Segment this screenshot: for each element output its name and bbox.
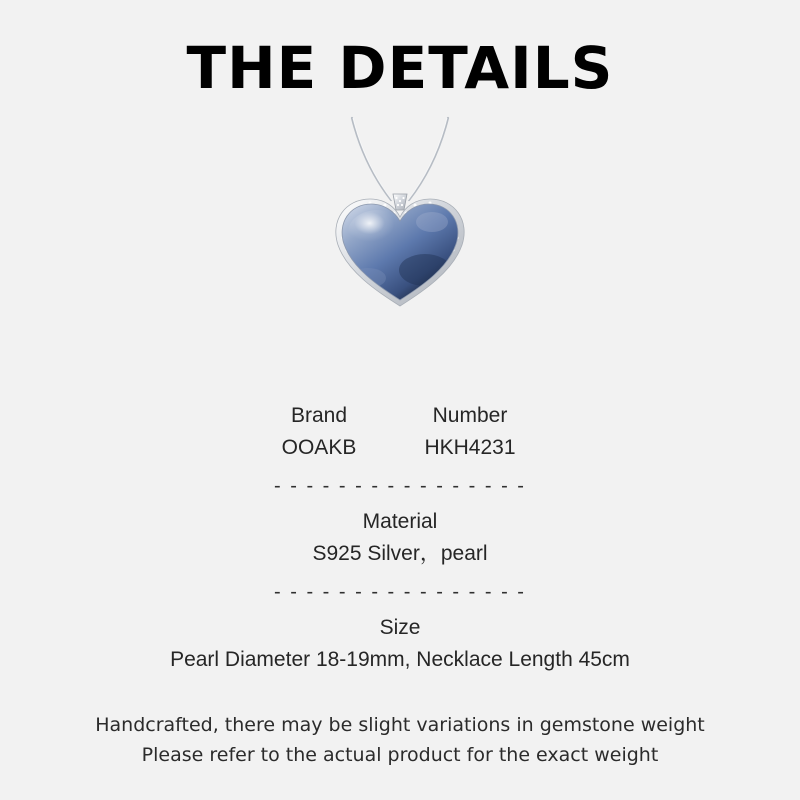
chain-icon (352, 118, 448, 200)
size-value: Pearl Diameter 18-19mm, Necklace Length 45cm (170, 648, 630, 671)
product-image (260, 110, 540, 360)
size-label: Size (379, 616, 421, 639)
material-group (0, 506, 800, 570)
disclaimer-line-2: Please refer to the actual product for the exact weight (141, 744, 659, 766)
divider-2: - - - - - - - - - - - - - - - - (274, 581, 526, 603)
brand-value: OOAKB (281, 436, 357, 459)
spec-header-row (0, 400, 800, 432)
page-title: THE DETAILS (186, 34, 614, 102)
size-group (0, 612, 800, 676)
spec-block (0, 400, 800, 676)
necklace-illustration (260, 110, 540, 360)
material-label: Material (362, 510, 438, 533)
disclaimer (0, 710, 800, 770)
number-label: Number (432, 404, 508, 427)
disclaimer-line-1: Handcrafted, there may be slight variations in gemstone weight (95, 714, 705, 736)
material-value: S925 Silver，pearl (312, 542, 488, 565)
divider-1: - - - - - - - - - - - - - - - - (274, 475, 526, 497)
spec-value-row (0, 432, 800, 464)
bail-icon (393, 194, 407, 210)
brand-label: Brand (290, 404, 348, 427)
number-value: HKH4231 (424, 436, 516, 459)
